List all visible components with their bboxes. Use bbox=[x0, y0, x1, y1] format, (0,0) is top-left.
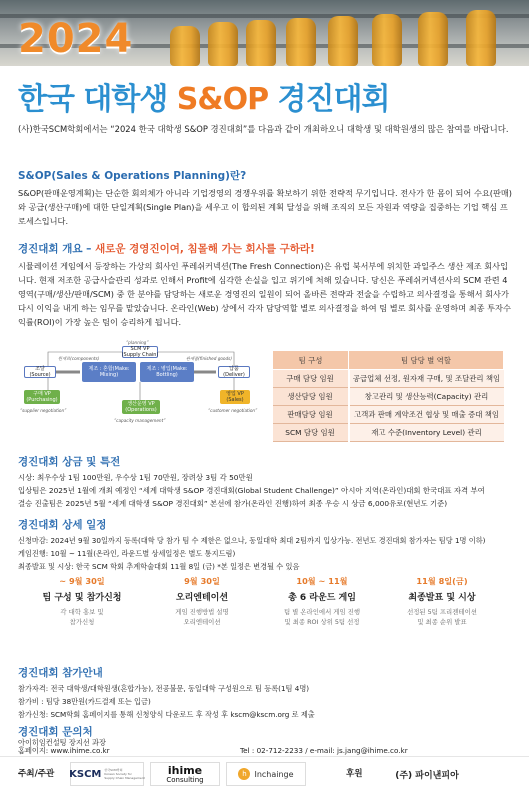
schedule-step-name: 총 6 라운드 게임 bbox=[288, 593, 356, 603]
diagram-deliver: 납품(Deliver) bbox=[218, 366, 250, 378]
contact-line: 아이히임컨설팅 장지선 과장 bbox=[18, 738, 106, 747]
hero-banner bbox=[0, 0, 529, 66]
inchainge-logo-text: Inchainge bbox=[254, 769, 294, 779]
schedule-line: 신청마감: 2024년 9월 30일까지 등록(대학 당 참가 팀 수 제한은 없으나, 동일대학 최대 2팀까지 입상가능. 전년도 경진대회 참가자는 팀당 1명 이하) bbox=[18, 536, 486, 545]
prize-line: 입상팀은 2025년 1월에 개최 예정인 “세계 대학생 S&OP 경진대회(Global Student Challenge)” 아시아 지역(온라인)대회 한국대표 자격 부여 bbox=[18, 486, 485, 495]
supply-chain-diagram bbox=[18, 342, 264, 446]
schedule-step-date: 9월 30일 bbox=[184, 576, 220, 586]
ihime-logo bbox=[150, 762, 220, 786]
prize-line: 결승 진출팀은 2025년 5월 “세계 대학생 S&OP 경진대회” 본선에 참가(온라인 진행)하여 최종 우승 시 상금 6,000유로(현년도 기준) bbox=[18, 499, 448, 508]
role-cell: 공급업체 선정, 원자재 구매, 및 조달관리 책임 bbox=[349, 370, 504, 388]
guide-heading: 경진대회 참가안내 bbox=[18, 667, 103, 679]
roles-table bbox=[272, 350, 504, 442]
diagram-make-mixing: 제조 : 혼합(Make: Mixing) bbox=[82, 362, 136, 382]
overview-body: 시뮬레이션 게임에서 등장하는 가상의 회사인 푸레쉬커넥션(The Fresh Connection)은 유럽 북서부에 위치한 과일주스 생산 제조 회사입니다. 현재 저조한 공급사슬관리 성과로 인해서 Profit에 심각한 손실을 입고 위기에 처해 있습니다. 당신은 푸레쉬커넥션사의 SCM 관련 4 영역(구매/생산/판매/SCM) 중 한 분야를 담당하는 새로운 경영진의 일원이 되어 올바른 전략과 전술을 수립하고 의사결정을 통해서 회사가 다시 이익을 내게 하는 임무를 맡았습니다. 온라인(Web) 상에서 각자 담당역할 별로 의사결정을 하여 팀 별로 회사를 운영하며 최종 투자수익률(ROI)이 가장 높은 팀이 승리하게 됩니다. bbox=[18, 261, 511, 327]
schedule-step-name: 팀 구성 및 참가신청 bbox=[42, 593, 122, 603]
roles-header-role: 팀 담당 별 역할 bbox=[349, 351, 504, 370]
inchainge-logo bbox=[226, 762, 306, 786]
schedule-step bbox=[22, 576, 142, 627]
diagram-source: 조달(Source) bbox=[24, 366, 56, 378]
title-rest: 경진대회 bbox=[268, 82, 390, 117]
schedule-heading: 경진대회 상세 일정 bbox=[18, 519, 107, 531]
juice-bottle-image bbox=[328, 16, 358, 66]
diagram-scm-vp: SCM VP (Supply Chain) bbox=[121, 346, 159, 358]
inchainge-icon: h bbox=[238, 768, 250, 780]
schedule-step-date: ~ 9월 30일 bbox=[59, 576, 105, 586]
page-title bbox=[18, 74, 389, 118]
schedule-step-name: 오리엔테이션 bbox=[175, 593, 229, 603]
table-row bbox=[273, 388, 504, 406]
schedule-line: 최종발표 및 시상: 한국 SCM 학회 추계학술대회 11월 8일 (금) *본 일정은 변경될 수 있음 bbox=[18, 562, 300, 571]
guide-line: 참가신청: SCM학회 홈페이지를 통해 신청양식 다운로드 후 작성 후 kscm@kscm.org 로 제출 bbox=[18, 710, 315, 719]
roles-header-team: 팀 구성 bbox=[273, 351, 349, 370]
schedule-step-date: 10월 ~ 11월 bbox=[296, 576, 348, 586]
team-cell: 구매 담당 임원 bbox=[273, 370, 349, 388]
role-cell: 재고 수준(Inventory Level) 관리 bbox=[349, 424, 504, 442]
overview-heading-accent: 새로운 경영진이여, 침몰해 가는 회사를 구하라! bbox=[95, 243, 315, 255]
host-label: 주최/주관 bbox=[18, 769, 55, 779]
schedule-step-date: 11월 8일(금) bbox=[416, 576, 468, 586]
title-main: 한국 대학생 bbox=[18, 82, 177, 117]
juice-bottle-image bbox=[170, 26, 200, 66]
team-cell: 생산담당 임원 bbox=[273, 388, 349, 406]
role-cell: 창고관리 및 생산능력(Capacity) 관리 bbox=[349, 388, 504, 406]
table-row bbox=[273, 406, 504, 424]
juice-bottle-image bbox=[466, 10, 496, 66]
diagram-make-bottling: 제조 : 병입(Make: Bottling) bbox=[140, 362, 194, 382]
juice-bottle-image bbox=[372, 14, 402, 66]
juice-bottle-image bbox=[286, 18, 316, 66]
ihime-logo-sub: Consulting bbox=[166, 775, 204, 784]
schedule-step-desc: 각 대학 홍보 및 참가신청 bbox=[60, 608, 104, 626]
diagram-components-label: 원재료(components) bbox=[58, 356, 100, 361]
guide-line: 참가자격: 전국 대학생/대학원생(혼합가능), 전공불문, 동일대학 구성원으로 팀 등록(1팀 4명) bbox=[18, 684, 310, 693]
team-cell: 판매담당 임원 bbox=[273, 406, 349, 424]
kscm-logo-text: KSCM bbox=[69, 768, 102, 780]
contact-line: 홈페이지: www.ihime.co.kr bbox=[18, 746, 110, 755]
contact-heading: 경진대회 문의처 bbox=[18, 726, 93, 738]
diagram-operations-vp: 생산운영 VP (Operations) bbox=[122, 400, 160, 414]
prize-heading: 경진대회 상금 및 특전 bbox=[18, 456, 121, 468]
schedule-step-desc: 팀 별 온라인에서 게임 진행 및 최종 ROI 상위 5팀 선정 bbox=[283, 608, 361, 626]
diagram-sales-vp: 영업 VP (Sales) bbox=[220, 390, 250, 404]
schedule-step bbox=[142, 576, 262, 627]
overview-heading-label: 경진대회 개요 – bbox=[18, 243, 96, 255]
juice-bottle-image bbox=[208, 22, 238, 66]
contact-line: Tel : 02-712-2233 / e-mail: js.jang@ihime.co.kr bbox=[240, 746, 408, 755]
intro-text: (사)한국SCM학회에서는 “2024 한국 대학생 S&OP 경진대회”를 다음과 같이 개최하오니 대학생 및 대학원생의 많은 참여를 바랍니다. bbox=[18, 124, 509, 134]
schedule-step bbox=[262, 576, 382, 627]
diagram-finished-label: 완제품(finished goods) bbox=[186, 356, 232, 361]
prize-line: 시상: 최우수상 1팀 100만원, 우수상 1팀 70만원, 장려상 3팀 각 50만원 bbox=[18, 473, 253, 482]
juice-bottle-image bbox=[418, 12, 448, 66]
schedule-step-desc: 선정된 5팀 프리젠테이션 및 최종 순위 발표 bbox=[407, 608, 477, 626]
diagram-customer-note: “customer negotiation” bbox=[208, 408, 258, 413]
footer-bar bbox=[0, 756, 529, 788]
role-cell: 고객과 판매 계약조건 협상 및 매출 증대 책임 bbox=[349, 406, 504, 424]
schedule-line: 게임진행: 10월 ~ 11월(온라인, 라운드별 상세일정은 별도 통지드림) bbox=[18, 549, 236, 558]
diagram-supplier-note: “supplier negotiation” bbox=[20, 408, 67, 413]
diagram-purchasing-vp: 구매 VP (Purchasing) bbox=[24, 390, 60, 404]
kscm-logo bbox=[70, 762, 144, 786]
juice-bottle-image bbox=[246, 20, 276, 66]
sop-heading: S&OP(Sales & Operations Planning)란? bbox=[18, 170, 247, 182]
diagram-planning-note: “planning” bbox=[126, 340, 149, 345]
kscm-logo-sub: 한국SCM학회 Korean Society for Supply Chain Management bbox=[104, 768, 145, 780]
schedule-step-name: 최종발표 및 시상 bbox=[408, 593, 476, 603]
sop-body: S&OP(판매운영계획)는 단순한 회의체가 아니라 기업경영의 경쟁우위를 확보하기 위한 전략적 무기입니다. 전사가 한 몸이 되어 수요(판매)와 공급(생산구매)에 대한 단일계획(Single Plan)을 세우고 이 합의된 계획 달성을 위해 조직의 모든 자원과 역량을 집중하는 기업 핵심 프로세스입니다. bbox=[18, 188, 512, 226]
team-cell: SCM 담당 임원 bbox=[273, 424, 349, 442]
guide-line: 참가비 : 팀당 38만원(카드결제 또는 입금) bbox=[18, 697, 151, 706]
table-row bbox=[273, 370, 504, 388]
table-row bbox=[273, 424, 504, 442]
sponsor-name: (주) 파이낸피아 bbox=[395, 770, 459, 781]
sponsor-label: 후원 bbox=[346, 769, 363, 779]
schedule-step bbox=[382, 576, 502, 627]
title-accent: S&OP bbox=[176, 82, 269, 117]
diagram-capacity-note: “capacity management” bbox=[114, 418, 166, 423]
ihime-logo-text: ihime bbox=[167, 763, 203, 777]
schedule-step-desc: 게임 진행방법 설명 오리엔테이션 bbox=[175, 608, 229, 626]
roles-table-header bbox=[273, 351, 504, 370]
sponsor-logo bbox=[372, 762, 482, 786]
hero-year: 2024 bbox=[18, 16, 134, 62]
overview-heading bbox=[18, 241, 315, 256]
